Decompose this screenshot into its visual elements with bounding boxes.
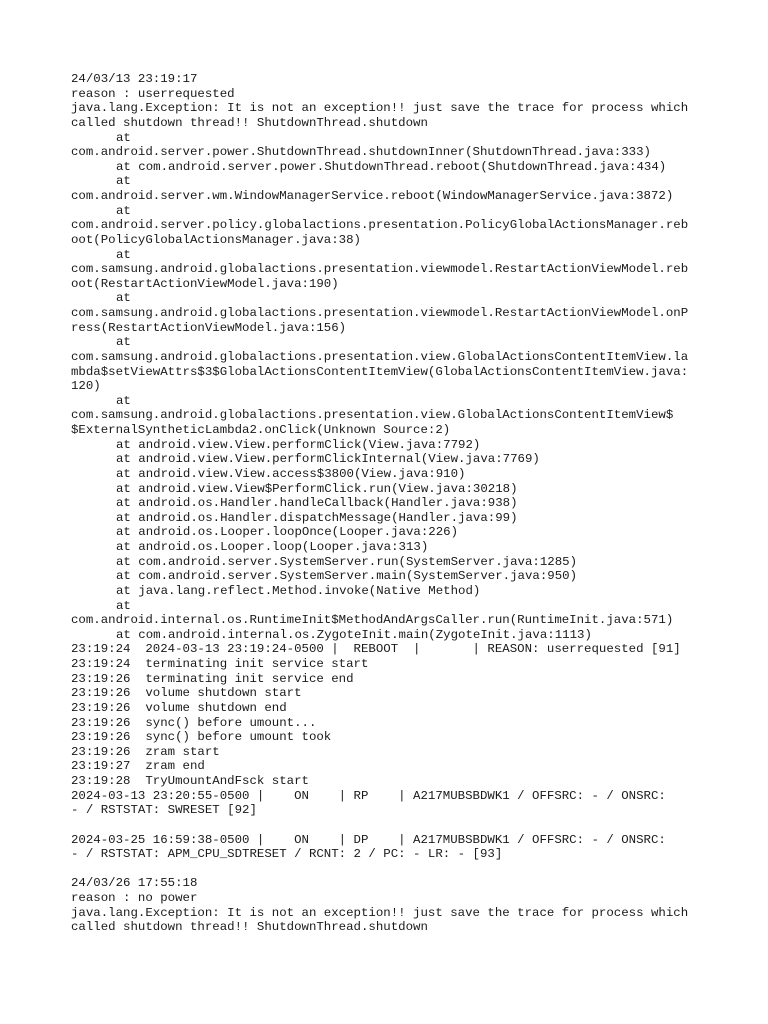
log-line: com.samsung.android.globalactions.presentation.view.GlobalActionsContentItemView$ [71, 408, 674, 423]
log-line: 120) [71, 379, 101, 394]
log-line: com.samsung.android.globalactions.presentation.view.GlobalActionsContentItemView.la [71, 349, 689, 364]
log-line: reason : userrequested [71, 86, 235, 101]
log-line: at [116, 598, 131, 613]
log-line: at [116, 130, 131, 145]
log-line: oot(PolicyGlobalActionsManager.java:38) [71, 232, 361, 247]
log-line: java.lang.Exception: It is not an exception!! just save the trace for process which [71, 905, 689, 920]
log-line: mbda$setViewAttrs$3$GlobalActionsContentItemView(GlobalActionsContentItemView.java: [71, 364, 689, 379]
log-line: reason : no power [71, 891, 198, 905]
log-line: at android.view.View$PerformClick.run(View.java:30218) [116, 481, 518, 496]
log-line: 24/03/13 23:19:17 [71, 72, 198, 86]
log-line: at android.os.Handler.handleCallback(Handler.java:938) [116, 496, 518, 511]
log-line: 23:19:26 sync() before umount... [71, 715, 317, 730]
log-line: com.samsung.android.globalactions.presentation.viewmodel.RestartActionViewModel.onP [71, 306, 689, 320]
log-line: 23:19:24 terminating init service start [71, 657, 369, 671]
log-line: 23:19:28 TryUmountAndFsck start [71, 774, 309, 788]
log-line: at android.view.View.performClickInternal(View.java:7769) [116, 452, 540, 467]
log-line: 2024-03-13 23:20:55-0500 | ON | RP | A217MUBSBDWK1 / OFFSRC: - / ONSRC: [71, 788, 666, 803]
log-line: 23:19:26 zram start [71, 744, 220, 759]
document-page [71, 72, 711, 935]
log-line: at android.view.View.access$3800(View.java:910) [116, 466, 466, 481]
log-line: 2024-03-25 16:59:38-0500 | ON | DP | A217MUBSBDWK1 / OFFSRC: - / ONSRC: [71, 832, 666, 847]
log-line: 23:19:26 sync() before umount took [71, 730, 332, 745]
log-line: called shutdown thread!! ShutdownThread.shutdown [71, 920, 428, 935]
log-line: at com.android.internal.os.ZygoteInit.main(ZygoteInit.java:1113) [116, 627, 592, 642]
log-line: com.android.server.wm.WindowManagerService.reboot(WindowManagerService.java:3872) [71, 189, 674, 203]
log-line: 23:19:26 terminating init service end [71, 671, 354, 686]
log-line: - / RSTSTAT: SWRESET [92] [71, 803, 257, 818]
log-line: $ExternalSyntheticLambda2.onClick(Unknown Source:2) [71, 423, 451, 437]
blank-line [71, 818, 711, 833]
log-text-block [71, 72, 711, 935]
log-line: at com.android.server.power.ShutdownThread.reboot(ShutdownThread.java:434) [116, 159, 667, 174]
log-line: at com.android.server.SystemServer.main(SystemServer.java:950) [116, 569, 578, 584]
log-line: at [116, 291, 131, 306]
log-line: at com.android.server.SystemServer.run(SystemServer.java:1285) [116, 554, 578, 569]
log-line: com.android.internal.os.RuntimeInit$MethodAndArgsCaller.run(RuntimeInit.java:571) [71, 613, 674, 628]
log-line: ress(RestartActionViewModel.java:156) [71, 320, 347, 335]
log-line: 23:19:26 volume shutdown start [71, 686, 302, 701]
log-line: at android.view.View.performClick(View.java:7792) [116, 437, 481, 452]
log-line: com.android.server.power.ShutdownThread.shutdownInner(ShutdownThread.java:333) [71, 145, 651, 160]
log-line: at android.os.Looper.loopOnce(Looper.java:226) [116, 525, 459, 540]
log-line: 24/03/26 17:55:18 [71, 876, 198, 891]
blank-line [71, 862, 711, 877]
log-line: at [116, 335, 131, 350]
log-line: oot(RestartActionViewModel.java:190) [71, 276, 339, 291]
log-line: 23:19:27 zram end [71, 759, 205, 774]
log-line: - / RSTSTAT: APM_CPU_SDTRESET / RCNT: 2 / PC: - LR: - [93] [71, 847, 503, 862]
log-line: 23:19:26 volume shutdown end [71, 700, 287, 715]
log-line: called shutdown thread!! ShutdownThread.shutdown [71, 115, 428, 130]
log-line: at android.os.Handler.dispatchMessage(Handler.java:99) [116, 510, 518, 525]
log-line: at [116, 174, 131, 189]
log-line: at [116, 247, 131, 262]
log-line: com.android.server.policy.globalactions.presentation.PolicyGlobalActionsManager.reb [71, 218, 689, 233]
log-line: 23:19:24 2024-03-13 23:19:24-0500 | REBOOT | | REASON: userrequested [91] [71, 642, 681, 657]
log-line: at [116, 203, 131, 218]
log-line: at [116, 393, 131, 408]
log-line: com.samsung.android.globalactions.presentation.viewmodel.RestartActionViewModel.reb [71, 262, 689, 277]
log-line: java.lang.Exception: It is not an exception!! just save the trace for process which [71, 101, 689, 116]
log-line: at java.lang.reflect.Method.invoke(Native Method) [116, 583, 481, 598]
log-line: at android.os.Looper.loop(Looper.java:313) [116, 540, 429, 554]
